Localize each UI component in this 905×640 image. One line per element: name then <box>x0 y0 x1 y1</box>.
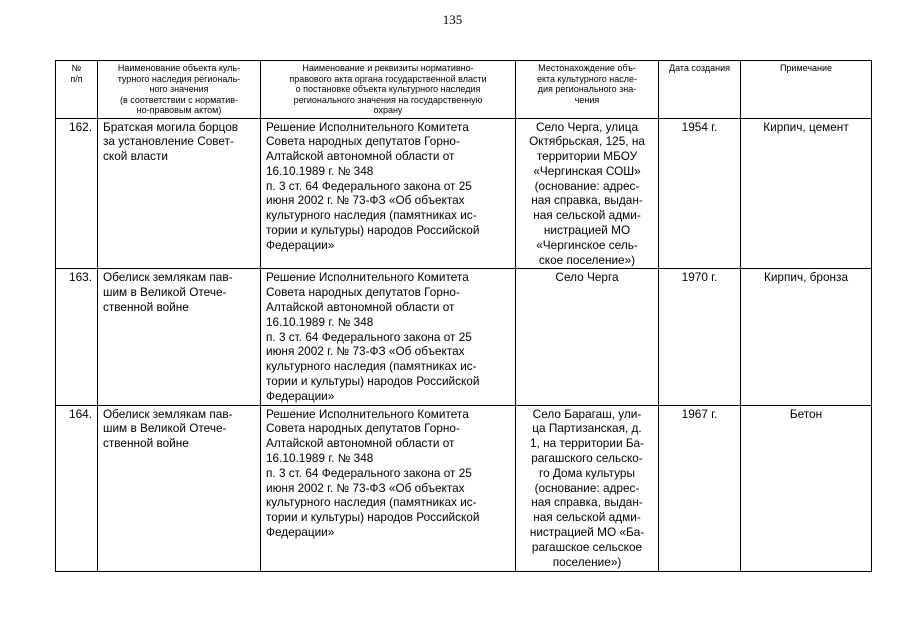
row-num: 162. <box>56 118 98 269</box>
row-date: 1967 г. <box>659 405 741 571</box>
row-object-name: Обелиск землякам пав- шим в Великой Отече- ственной войне <box>98 269 261 405</box>
table-row <box>56 118 872 269</box>
header-note: Примечание <box>741 61 872 119</box>
table-row <box>56 405 872 571</box>
row-note: Бетон <box>741 405 872 571</box>
header-name: Наименование объекта куль- турного наследия региональ- ного значения (в соответствии с норматив- но-правовым актом) <box>98 61 261 119</box>
table-header-row <box>56 61 872 119</box>
row-legal-act: Решение Исполнительного Комитета Совета народных депутатов Горно- Алтайской автономной области от 16.10.1989 г. № 348 п. 3 ст. 64 Федерального закона от 25 июня 2002 г. № 73-ФЗ «Об объектах культурного наследия (памятниках ис- тории и культуры) народов Российской Федерации» <box>261 269 516 405</box>
row-object-name: Обелиск землякам пав- шим в Великой Отече- ственной войне <box>98 405 261 571</box>
row-note: Кирпич, бронза <box>741 269 872 405</box>
row-location: Село Черга <box>516 269 659 405</box>
row-date: 1970 г. <box>659 269 741 405</box>
row-location: Село Черга, улица Октябрьская, 125, на территории МБОУ «Чергинская СОШ» (основание: адрес- ная справка, выдан- ная сельской адми- нистрацией МО «Чергинское сель- ское поселение») <box>516 118 659 269</box>
table-row <box>56 269 872 405</box>
heritage-registry-table <box>55 60 872 572</box>
row-num: 164. <box>56 405 98 571</box>
page-number: 135 <box>442 12 463 27</box>
header-num: № п/п <box>56 61 98 119</box>
row-num: 163. <box>56 269 98 405</box>
row-object-name: Братская могила борцов за установление Совет- ской власти <box>98 118 261 269</box>
row-location: Село Барагаш, ули- ца Партизанская, д. 1, на территории Ба- рагашского сельско- го Дома культуры (основание: адрес- ная справка, выдан- ная сельской адми- нистрацией МО «Ба- рагашское сельское поселение») <box>516 405 659 571</box>
header-act: Наименование и реквизиты нормативно- правового акта органа государственной власти о постановке объекта культурного наследия регионального значения на государственную охрану <box>261 61 516 119</box>
header-location: Местонахождение объ- екта культурного насле- дия регионального зна- чения <box>516 61 659 119</box>
header-date: Дата создания <box>659 61 741 119</box>
row-legal-act: Решение Исполнительного Комитета Совета народных депутатов Горно- Алтайской автономной области от 16.10.1989 г. № 348 п. 3 ст. 64 Федерального закона от 25 июня 2002 г. № 73-ФЗ «Об объектах культурного наследия (памятниках ис- тории и культуры) народов Российской Федерации» <box>261 405 516 571</box>
row-note: Кирпич, цемент <box>741 118 872 269</box>
row-legal-act: Решение Исполнительного Комитета Совета народных депутатов Горно- Алтайской автономной области от 16.10.1989 г. № 348 п. 3 ст. 64 Федерального закона от 25 июня 2002 г. № 73-ФЗ «Об объектах культурного наследия (памятниках ис- тории и культуры) народов Российской Федерации» <box>261 118 516 269</box>
row-date: 1954 г. <box>659 118 741 269</box>
